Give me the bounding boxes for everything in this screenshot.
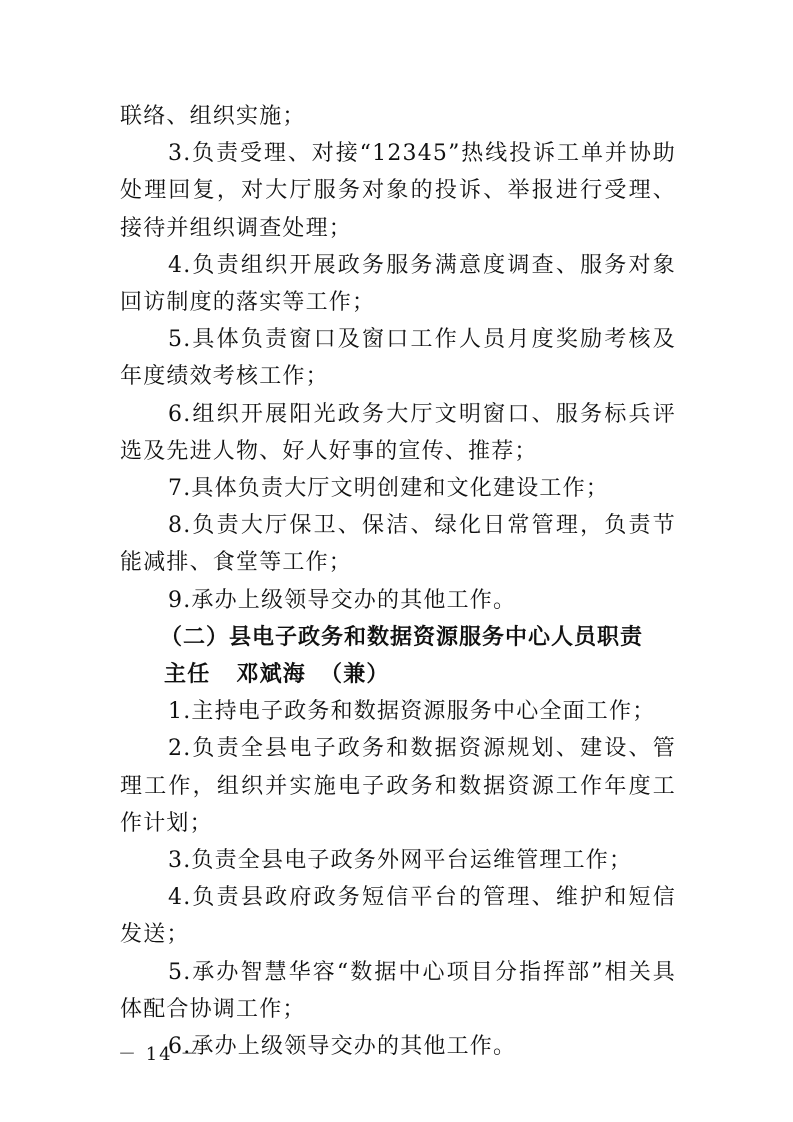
center-duty-4: 4.负责县政府政务短信平台的管理、维护和短信发送； [120, 885, 676, 948]
section-heading: （二）县电子政务和数据资源服务中心人员职责 [160, 623, 644, 650]
center-duty-1: 1.主持电子政务和数据资源服务中心全面工作； [168, 699, 656, 725]
director-note: （兼） [320, 661, 390, 688]
duty-item-6: 6.组织开展阳光政务大厅文明窗口、服务标兵评选及先进人物、好人好事的宣传、推荐； [120, 401, 676, 464]
duty-item-5: 5.具体负责窗口及窗口工作人员月度奖励考核及年度绩效考核工作； [120, 327, 676, 390]
continued-line: 联络、组织实施； [120, 104, 306, 129]
center-duty-6: 6.承办上级领导交办的其他工作。 [168, 1034, 517, 1060]
director-name: 邓斌海 [236, 661, 307, 688]
director-line [120, 656, 676, 693]
center-duty-3: 3.负责全县电子政务外网平台运维管理工作； [168, 848, 633, 874]
director-title: 主任 [164, 661, 211, 688]
duty-item-8: 8.负责大厅保卫、保洁、绿化日常管理，负责节能减排、食堂等工作； [120, 513, 676, 576]
duty-item-4: 4.负责组织开展政务服务满意度调查、服务对象回访制度的落实等工作； [120, 252, 676, 316]
duty-item-7: 7.具体负责大厅文明创建和文化建设工作； [168, 476, 609, 502]
duty-item-3: 3.负责受理、对接“12345”热线投诉工单并协助处理回复，对大厅服务对象的投诉、举报进行受理、接待并组织调查处理； [120, 141, 676, 241]
center-duty-2: 2.负责全县电子政务和数据资源规划、建设、管理工作，组织并实施电子政务和数据资源工作年度工作计划； [120, 736, 676, 836]
center-duty-5: 5.承办智慧华容“数据中心项目分指挥部”相关具体配合协调工作； [120, 959, 676, 1022]
page-number: － 14 － [118, 1044, 201, 1065]
duty-item-9: 9.承办上级领导交办的其他工作。 [168, 587, 517, 613]
document-body [120, 98, 676, 1065]
